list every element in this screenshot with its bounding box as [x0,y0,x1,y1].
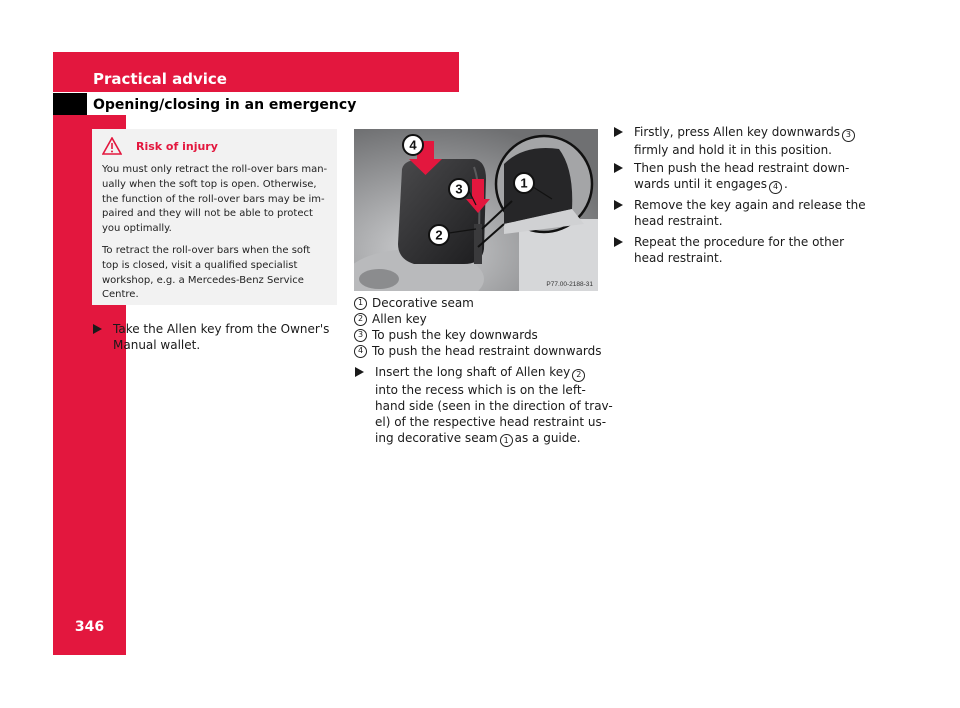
step-insert-allen-key: Insert the long shaft of Allen key 2 into the recess which is on the left- hand side (seen in the direction of trav- el) of the respective head restraint us- ing decorative seam 1 as a guide. [355,364,615,447]
warning-header [102,135,329,157]
caption-number: 2 [354,313,367,326]
caption-number: 3 [354,329,367,342]
head-restraint-illustration [354,129,598,291]
step-arrow-icon [614,200,623,210]
warning-paragraph-1: You must only retract the roll-over bars man- ually when the soft top is open. Otherwise, the function of the roll-over bars may be im- paired and they will not be able to protect you optimally. [102,164,328,235]
step-arrow-icon [93,324,102,334]
section-tab-marker [53,93,87,115]
svg-text:1: 1 [520,175,528,191]
step-press-key-down: Firstly, press Allen key downwards 3 firmly and hold it in this position. [614,124,874,158]
step-push-restraint-down: Then push the head restraint down- wards until it engages 4 . [614,160,874,194]
svg-text:4: 4 [409,137,417,153]
figure-code: P77.00-2188-31 [546,281,593,288]
warning-paragraph-2: To retract the roll-over bars when the soft top is closed, visit a qualified specialist workshop, e.g. a Mercedes-Benz Service Centre. [102,244,311,301]
warning-triangle-icon [102,137,122,155]
caption-number: 1 [354,297,367,310]
step-arrow-icon [614,163,623,173]
inline-number: 1 [500,434,513,447]
caption-item: 2 Allen key [354,311,614,327]
caption-item: 1 Decorative seam [354,295,614,311]
caption-item: 4 To push the head restraint downwards [354,343,614,359]
figure-caption-list [354,295,614,359]
head-restraint-figure [354,129,598,291]
section-title: Practical advice [93,70,227,88]
page-number: 346 [74,619,105,635]
step-take-allen-key: Take the Allen key from the Owner's Manual wallet. [93,321,343,353]
inline-number: 2 [572,369,585,382]
inline-number: 3 [842,129,855,142]
caption-item: 3 To push the key downwards [354,327,614,343]
svg-text:2: 2 [435,227,443,243]
svg-text:3: 3 [455,181,463,197]
step-arrow-icon [614,237,623,247]
step-arrow-icon [355,367,364,377]
warning-box [92,129,337,305]
inline-number: 4 [769,181,782,194]
step-repeat-procedure: Repeat the procedure for the other head restraint. [614,234,874,266]
figure-callout-4 [403,135,423,155]
page-subtitle: Opening/closing in an emergency [93,97,357,113]
caption-number: 4 [354,345,367,358]
step-remove-key: Remove the key again and release the head restraint. [614,197,874,229]
step-arrow-icon [614,127,623,137]
warning-title: Risk of injury [136,139,218,153]
